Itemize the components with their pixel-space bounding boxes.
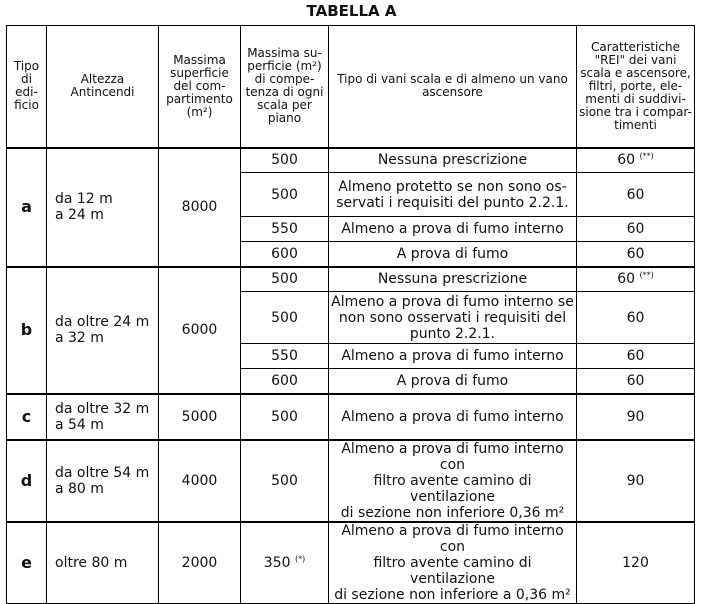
rei-value: 60 <box>626 221 645 237</box>
table-body <box>7 148 695 604</box>
table-row <box>7 148 695 173</box>
cell-superficie-scala <box>241 394 329 440</box>
rei-value: 60 <box>617 152 636 169</box>
altezza-line: a 32 m <box>55 330 104 346</box>
superficie-scala-value: 500 <box>271 271 298 288</box>
cell-rei <box>577 440 695 522</box>
descrizione-line: A prova di fumo <box>396 372 509 389</box>
cell-rei <box>577 173 695 217</box>
cell-massima-superficie: 6000 <box>159 267 241 394</box>
descrizione-line: Almeno a prova di fumo interno <box>341 408 564 425</box>
altezza-line: da oltre 32 m <box>55 400 150 417</box>
header-tipo: Tipo di edi- ficio <box>7 26 47 148</box>
cell-tipo: c <box>7 394 47 440</box>
superficie-scala-value: 500 <box>271 408 298 425</box>
superficie-scala-note: (*) <box>294 553 306 563</box>
header-superficie-scala: Massima su- perficie (m²) di compe- tenza di ogni scala per piano <box>241 26 329 148</box>
header-row <box>7 26 695 148</box>
cell-rei <box>577 394 695 440</box>
cell-massima-superficie: 5000 <box>159 394 241 440</box>
superficie-scala-value: 600 <box>271 372 298 389</box>
cell-rei <box>577 148 695 173</box>
superficie-scala-value: 600 <box>271 245 298 262</box>
cell-rei <box>577 242 695 267</box>
cell-rei <box>577 522 695 604</box>
cell-rei <box>577 217 695 242</box>
fire-safety-table <box>6 25 695 604</box>
cell-tipo-vani <box>329 292 577 344</box>
cell-altezza <box>47 522 159 604</box>
table-row <box>7 440 695 522</box>
altezza-line: da oltre 54 m <box>55 464 150 481</box>
rei-value: 60 <box>617 271 636 288</box>
altezza-line: da oltre 24 m <box>55 314 150 330</box>
descrizione-line: di sezione non inferiore 0,36 m² <box>340 504 565 521</box>
descrizione-line: servati i requisiti del punto 2.2.1. <box>336 194 569 211</box>
superficie-scala-value: 500 <box>271 186 298 203</box>
cell-altezza <box>47 267 159 394</box>
cell-tipo: d <box>7 440 47 522</box>
rei-note: (**) <box>639 151 654 161</box>
cell-massima-superficie: 4000 <box>159 440 241 522</box>
cell-tipo-vani <box>329 394 577 440</box>
rei-note: (**) <box>639 270 654 280</box>
descrizione-line: Almeno a prova di fumo interno con <box>341 522 564 555</box>
cell-altezza <box>47 394 159 440</box>
cell-massima-superficie: 2000 <box>159 522 241 604</box>
descrizione-line: non sono osservati i requisiti del <box>338 309 567 326</box>
cell-tipo-vani <box>329 148 577 173</box>
descrizione-line: Almeno protetto se non sono os- <box>338 178 567 195</box>
altezza-line: a 80 m <box>55 480 104 497</box>
cell-tipo-vani <box>329 522 577 604</box>
altezza-line: da 12 m <box>55 191 113 207</box>
superficie-scala-value: 550 <box>271 221 298 237</box>
descrizione-line: punto 2.2.1. <box>409 325 496 342</box>
descrizione-line: Nessuna prescrizione <box>377 271 528 288</box>
table-row <box>7 394 695 440</box>
cell-massima-superficie: 8000 <box>159 148 241 267</box>
rei-value: 60 <box>626 309 645 326</box>
cell-superficie-scala <box>241 344 329 369</box>
rei-value: 120 <box>622 554 649 571</box>
cell-superficie-scala <box>241 242 329 267</box>
cell-superficie-scala <box>241 217 329 242</box>
cell-rei <box>577 344 695 369</box>
descrizione-line: filtro avente camino di ventilazione <box>373 472 532 505</box>
cell-superficie-scala <box>241 292 329 344</box>
descrizione-line: filtro avente camino di ventilazione <box>373 554 532 587</box>
cell-tipo-vani <box>329 267 577 292</box>
superficie-scala-value: 550 <box>271 348 298 364</box>
cell-tipo: a <box>7 148 47 267</box>
rei-value: 60 <box>626 348 645 364</box>
header-tipo-vani: Tipo di vani scala e di almeno un vano ascensore <box>329 26 577 148</box>
cell-tipo-vani <box>329 440 577 522</box>
descrizione-line: Almeno a prova di fumo interno <box>341 348 564 364</box>
cell-tipo: b <box>7 267 47 394</box>
cell-superficie-scala <box>241 148 329 173</box>
cell-superficie-scala <box>241 440 329 522</box>
descrizione-line: Almeno a prova di fumo interno con <box>341 440 564 473</box>
table-row <box>7 267 695 292</box>
cell-superficie-scala <box>241 369 329 394</box>
cell-tipo-vani <box>329 173 577 217</box>
altezza-line: a 24 m <box>55 207 104 223</box>
cell-rei <box>577 267 695 292</box>
superficie-scala-value: 500 <box>271 309 298 326</box>
descrizione-line: di sezione non inferiore a 0,36 m² <box>334 586 571 603</box>
cell-superficie-scala <box>241 522 329 604</box>
rei-value: 90 <box>626 408 645 425</box>
cell-altezza <box>47 148 159 267</box>
header-rei: Caratteristiche "REI" dei vani scala e ascensore, filtri, porte, ele- menti di suddivi- sione tra i compar- timenti <box>577 26 695 148</box>
descrizione-line: Almeno a prova di fumo interno se <box>331 293 574 310</box>
cell-tipo-vani <box>329 242 577 267</box>
descrizione-line: Almeno a prova di fumo interno <box>341 221 564 237</box>
cell-superficie-scala <box>241 267 329 292</box>
cell-superficie-scala <box>241 173 329 217</box>
superficie-scala-value: 500 <box>271 152 298 169</box>
superficie-scala-value: 500 <box>271 472 298 489</box>
header-altezza: Altezza Antincendi <box>47 26 159 148</box>
cell-altezza <box>47 440 159 522</box>
rei-value: 60 <box>626 245 645 262</box>
rei-value: 60 <box>626 372 645 389</box>
table-row <box>7 522 695 604</box>
header-massima-superficie: Massima superficie del com- partimento (m²) <box>159 26 241 148</box>
rei-value: 60 <box>626 186 645 203</box>
cell-tipo: e <box>7 522 47 604</box>
altezza-line: a 54 m <box>55 416 104 433</box>
descrizione-line: Nessuna prescrizione <box>377 152 528 169</box>
cell-rei <box>577 292 695 344</box>
descrizione-line: A prova di fumo <box>396 245 509 262</box>
altezza-line: oltre 80 m <box>55 554 128 571</box>
cell-tipo-vani <box>329 369 577 394</box>
superficie-scala-value: 350 <box>263 554 291 571</box>
cell-rei <box>577 369 695 394</box>
rei-value: 90 <box>626 472 645 489</box>
cell-tipo-vani <box>329 217 577 242</box>
cell-tipo-vani <box>329 344 577 369</box>
table-title: TABELLA A <box>306 2 397 20</box>
